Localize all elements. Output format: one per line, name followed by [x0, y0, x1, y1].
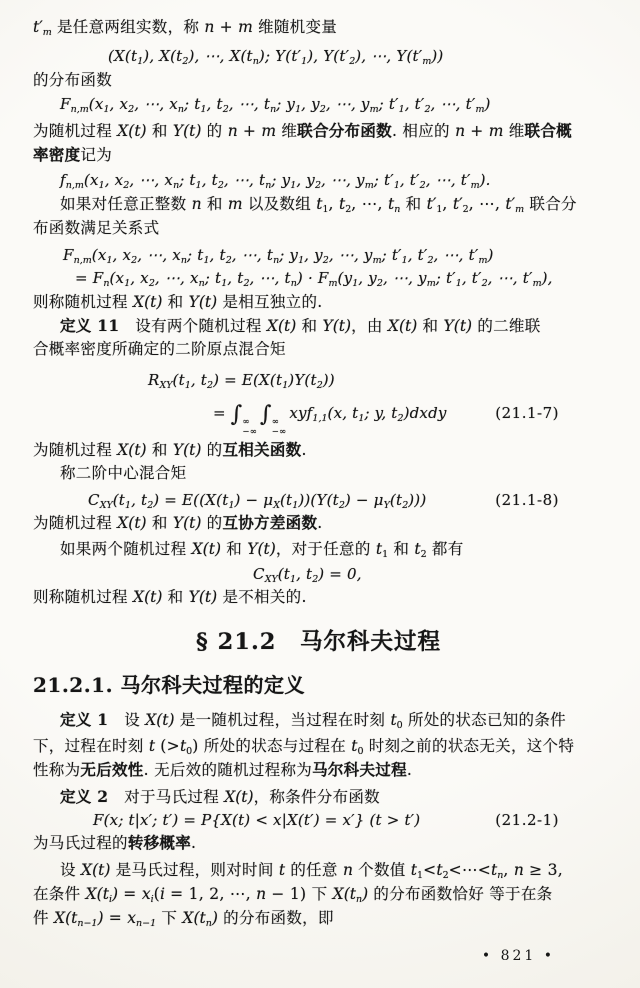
equation-line [33, 488, 604, 512]
text-line: 定义 1 设 X(t) 是一随机过程，当过程在时刻 $t_0$ 所处的状态已知的条件 [60, 710, 566, 731]
text-line: 称二阶中心混合矩 [60, 464, 187, 482]
equation-number: (21.2-1) [495, 811, 559, 829]
equation-line: ($X(t_1)$, $X(t_2)$, ⋯, $X(t_n)$; $Y(t'_1)$, $Y(t'_2)$, ⋯, $Y(t'_m)$) [108, 47, 444, 67]
equation-number: (21.1-8) [495, 491, 559, 509]
text-line: 定义 2 对于马氏过程 X(t)，称条件分布函数 [60, 787, 380, 806]
text-line: 率密度记为 [33, 145, 113, 164]
text-line: 的分布函数 [33, 71, 113, 89]
page-number: • 821 • [481, 948, 555, 964]
text-line: 在条件 $X(t_i) = x_i(i = 1$, 2, ⋯, n − 1) 下 $X(t_n)$ 的分布函数恰好 等于在条 [33, 885, 553, 905]
text-line: 下，过程在时刻 t $(>t_0)$ 所处的状态与过程在 $t_0$ 时刻之前的状态无关，这个特 [33, 737, 575, 757]
equation-line: = $F_n(x_1$, $x_2$, ⋯, $x_n$; $t_1$, $t_2$, ⋯, $t_n) \cdot F_m(y_1$, $y_2$, ⋯, $y_m$; $t'_1$, $t'_2$, ⋯, $t'_m$), [75, 269, 553, 289]
equation-body: = ∫ ∞ −∞ ∫ ∞ −∞ xyf$_{1,1}$(x, $t_1$; y, $t_2)dxdy$ [213, 402, 447, 437]
equation-line [33, 396, 604, 437]
text-line: $t'_m$ 是任意两组实数，称 n + m 维随机变量 [33, 18, 338, 38]
equation-line: $F_{n,m}(x_1$, $x_2$, ⋯, $x_n$; $t_1$, $t_2$, ⋯, $t_n$; $y_1$, $y_2$, ⋯, $y_m$; $t'_1$, $t'_2$, ⋯, $t'_m$) [63, 246, 494, 266]
text-line: 则称随机过程 X(t) 和 Y(t) 是相互独立的. [33, 293, 323, 311]
equation-line: $R_{XY}(t_1$, $t_2) = E(X(t_1)Y(t_2))$ [148, 371, 335, 391]
equation-line: $F_{n,m}(x_1$, $x_2$, ⋯, $x_n$; $t_1$, $t_2$, ⋯, $t_n$; $y_1$, $y_2$, ⋯, $y_m$; $t'_1$, $t'_2$, ⋯, $t'_m$) [60, 95, 491, 115]
text-line: 设 X(t) 是马氏过程，则对时间 t 的任意 n 个数值 $t_1<t_2<\cdots<t_n$, n ≥ 3, [60, 861, 563, 881]
text-line: 如果两个随机过程 X(t) 和 Y(t)，对于任意的 $t_1$ 和 $t_2$ 都有 [60, 540, 464, 560]
equation-line: $C_{XY}(t_1$, $t_2) = 0$, [253, 565, 362, 585]
text-line: 为随机过程 X(t) 和 Y(t) 的互相关函数. [33, 440, 307, 459]
equation-line: $f_{n,m}(x_1$, $x_2$, ⋯, $x_n$; $t_1$, $t_2$, ⋯, $t_n$; $y_1$, $y_2$, ⋯, $y_m$; $t'_1$, $t'_2$, ⋯, $t'_m$). [60, 171, 491, 191]
text-line: 布函数满足关系式 [33, 219, 160, 237]
text-line: 合概率密度所确定的二阶原点混合矩 [33, 340, 286, 358]
text-line: 如果对任意正整数 n 和 m 以及数组 $t_1$, $t_2$, ⋯, $t_n$ 和 $t'_1$, $t'_2$, ⋯, $t'_m$ 联合分 [60, 195, 577, 215]
equation-number: (21.1-7) [495, 404, 559, 422]
text-line: 性称为无后效性. 无后效的随机过程称为马尔科夫过程. [33, 760, 413, 779]
text-line: 件 $X(t_{n-1}) = x_{n-1}$ 下 $X(t_n)$ 的分布函数，即 [33, 909, 334, 929]
equation-body: F(x; t|x′; t′) = P{X(t) < x|X(t′) = x′} (t > t′) [93, 811, 421, 829]
text-line: 为随机过程 X(t) 和 Y(t) 的 n + m 维联合分布函数. 相应的 n + m 维联合概 [33, 121, 572, 140]
subsection-heading: 21.2.1. 马尔科夫过程的定义 [33, 673, 306, 697]
text-line: 定义 11 设有两个随机过程 X(t) 和 Y(t)，由 X(t) 和 Y(t) 的二维联 [60, 316, 541, 335]
text-line: 则称随机过程 X(t) 和 Y(t) 是不相关的. [33, 588, 307, 606]
section-heading: § 21.2 马尔科夫过程 [196, 629, 441, 655]
equation-body: $C_{XY}(t_1$, $t_2) = E((X(t_1) - \mu_X(t_1))(Y(t_2) - \mu_Y(t_2)))$ [88, 491, 427, 511]
equation-line [33, 808, 604, 832]
text-line: 为随机过程 X(t) 和 Y(t) 的互协方差函数. [33, 513, 323, 532]
text-line: 为马氏过程的转移概率. [33, 833, 197, 852]
